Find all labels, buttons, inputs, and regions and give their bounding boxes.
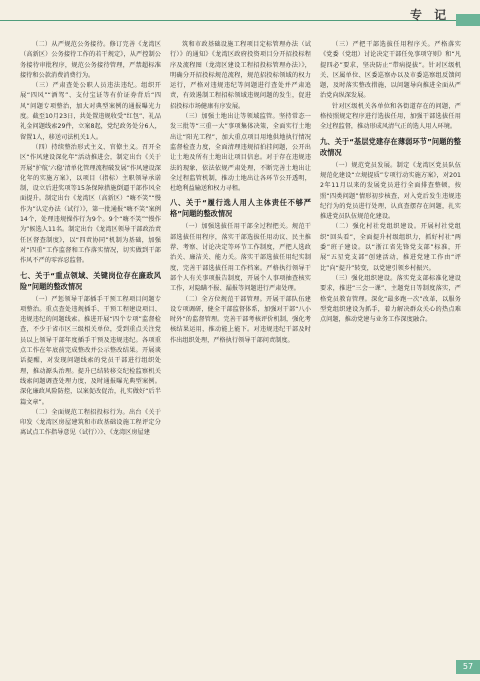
column-3: [320, 40, 461, 325]
paragraph: （四）持续整治形式主义、官僚主义。召开全区“作风建设深化年”活动推进会，制定出台《关于开展“护航‘六稳’清单化管理流程破发展”作风建设深化年的实施方案》，以项目（指标）主职领导承诺制，设立后进奖项等15条保障措施倒逼干部作风全面提升。制定出台《龙湾区（高新区）“嗨不笑”“慢作为”认定办法（试行）》，第一批通报“嗨不笑”案例14个，处理违规操作行为9个。9个“嗨不笑”“慢作为”候选人11名。制定出台《龙湾区领导干部政治责任区督查制度》，以“四责协同”机制为基础，加强对“四重”工作监督和工作落实情况，切实做到干部作风不严的零容忍监督。: [20, 143, 162, 265]
paragraph: （三）强化组织建设。落实党支部标准化建设要求，推进“三会一课”、主题党日等制度落实，严格党员教育管理。深化“最多跑一次”改革，以服务型党组织建设为抓手，着力解决群众关心的热点难点问题，推动党建与业务工作深度融合。: [320, 274, 461, 324]
section-heading: 九、关于“基层党建存在薄弱环节”问题的整改情况: [320, 136, 461, 157]
section-title: 专 记: [410, 8, 451, 22]
paragraph: （二）全方位规范干部管理。开展干部队伍建设专项调研，健全干部监督体系，加强对干部“八小时外”的监督管理。完善干部考核评价机制，强化考核结果运用，推动能上能下。对违规违纪干部及时作出组织处理，严格执行领导干部问责制度。: [170, 295, 311, 344]
paragraph: （一）规范党员发展。制定《龙湾区党员队伍规范化建设“立规提质”专项行动实施方案》，对2012年11月以来的发展党员进行全面排查整顿，按照“四类问题”情形初步核查，对入党后发生违规违纪行为的党员进行处理，认真查摆存在问题，扎实推进党员队伍规范化建设。: [320, 161, 461, 221]
paragraph: （二）全面规范工程招投标行为。出台《关于印发〈龙湾区房屋建筑和市政基础设施工程评定分离试点工作指导意见（试行）〉》、《龙湾区房屋建: [20, 408, 161, 437]
paragraph: （二）强化村社党组织建设。开展村社党组织“回头看”，全面提升村级组织力，抓好村社“两委”班子建设。以“浙江省先锋党支部”标准，开展“五星党支部”创建活动，推进党建工作由“评比”向“提升”转变，以党建引领乡村振兴。: [320, 223, 461, 272]
header-rule: [0, 20, 456, 21]
section-heading: 八、关于“履行选人用人主体责任不够严格”问题的整改情况: [170, 198, 311, 219]
paragraph: （三）严肃查处公职人员违法违纪。组织开展“四风”“酒驾”、支付宝证等有价证券背后“四风”问题专项整治，加大对典型案例的通报曝光力度。截至10月23日，共处置违规收受“红包”、礼品礼金问题线索29件，立案8起，党纪政务处分6人，留置1人，移送司法机关1人。: [20, 82, 161, 141]
page-number: 57: [456, 660, 480, 674]
paragraph: （三）加强土地出让等领域监管。坚持常态一发三批等“三重一大”事项集体决策，全面实行土地出让“阳光工程”，加大重点项目用地供地执行情况监督检查力度，全面清理违规招拍挂问题，公开出让土地及所有土地出让项目信息。对于存在违规违法的现象，依法依规严肃处理，不断完善土地出让全过程监管机制，推动土地出让各环节公开透明，杜绝利益输送和权力寻租。: [170, 113, 311, 193]
paragraph: 筑和市政基础设施工程项目定标管理办法（试行）》的通知》《龙湾区政府投资项目分开招投标程序及流程图（龙湾区建设工程招投标管理办法）》，明确分开招投标规范流程，规范招投标领域的权力运行，严格对违规违纪等问题进行查处并严肃追责，有效遏制工程招标领域违规问题的发生，促进招投标市场健康有序发展。: [170, 41, 311, 110]
section-heading: 七、关于“重点领域、关键岗位存在廉政风险”问题的整改情况: [20, 270, 161, 291]
paragraph: （一）严惩领导干部插手干预工程项目问题专项整治。重点查处违规插手、干预工程建设项目、违规违纪的问题线索。推进开展“四个专项”监督检查，不少于省市区三级相关单位，受到重点关注党员以上领导干部年度插手干预及违规违纪。各项重点工作在年底前完成整改并公示整改结果。开展谈话提醒，对发现问题线索的党员干部进行组织处理，推动源头治理。提升已结转移交纪检监察机关线索问题调查处理力度，及时通报曝光典型案例。深化廉政风险防控，以案促改促治，扎实做好“后半篇文章”。: [20, 295, 161, 406]
paragraph: （二）从严规范公务接待。修订完善《龙湾区（高新区）公务接待工作的若干规定》，从严控制公务接待审批程序，规范公务接待管理，严禁超标准接待和公款消费消费行为。: [20, 41, 161, 79]
column-2: [170, 40, 311, 346]
column-1: [20, 40, 161, 439]
paragraph: （一）加强选拔任用干部全过程把关。规范干部选拔任用程序，落实干部选拔任用动议、民主推荐、考察、讨论决定等环节工作制度，严把人选政治关、廉洁关、能力关。落实干部选拔任用纪实制度，完善干部选拔任用工作档案。严格执行领导干部个人有关事项报告制度，开展个人事项抽查核实工作，对隐瞒不报、漏报等问题进行严肃处理。: [170, 223, 311, 293]
paragraph: （三）严把干部选拔任用程序关。严格落实《党委（党组）讨论决定干部任免事项守则》和“凡提四必”要求，坚决防止“带病提拔”。针对区级机关、区属单位、区委巡察办以及市委巡察组反馈问题，及时落实整改措施，以问题导向推进全面从严治党向纵深发展。: [320, 41, 461, 100]
paragraph: 针对区级机关各单位和各街道存在的问题，严格按照规定程序进行选拔任用，加强干部选拔任用全过程监督，推动形成风清气正的选人用人环境。: [320, 102, 461, 131]
